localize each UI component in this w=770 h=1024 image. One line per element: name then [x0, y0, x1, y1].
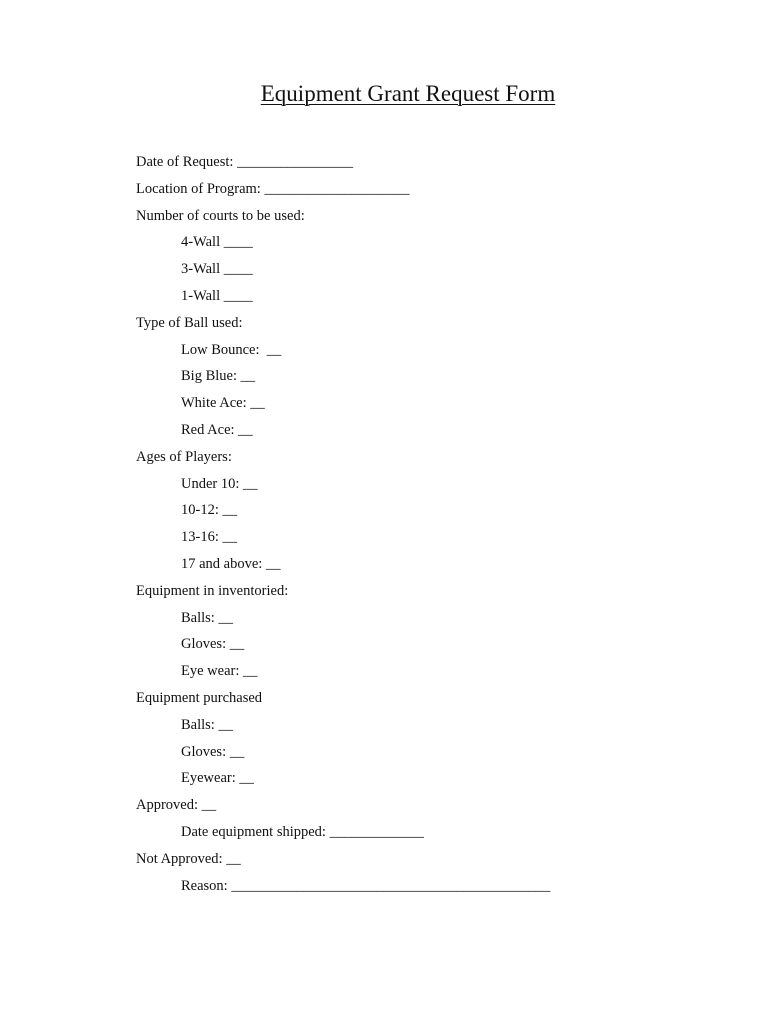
age-17-above-field[interactable]: 17 and above: __ [181, 556, 281, 572]
location-of-program-field[interactable]: Location of Program: ____________________ [136, 181, 410, 197]
inventoried-heading: Equipment in inventoried: [136, 583, 289, 599]
ages-heading: Ages of Players: [136, 449, 232, 465]
ball-big-blue-field[interactable]: Big Blue: __ [181, 368, 256, 384]
form-title: Equipment Grant Request Form [260, 81, 556, 106]
ball-type-heading: Type of Ball used: [136, 315, 243, 331]
court-3-wall-field[interactable]: 3-Wall ____ [181, 261, 253, 277]
approved-field[interactable]: Approved: __ [136, 797, 217, 813]
inventoried-balls-field[interactable]: Balls: __ [181, 610, 233, 626]
purchased-gloves-field[interactable]: Gloves: __ [181, 744, 245, 760]
ball-red-ace-field[interactable]: Red Ace: __ [181, 422, 253, 438]
inventoried-eye-wear-field[interactable]: Eye wear: __ [181, 663, 258, 679]
ball-white-ace-field[interactable]: White Ace: __ [181, 395, 265, 411]
inventoried-gloves-field[interactable]: Gloves: __ [181, 636, 245, 652]
age-under-10-field[interactable]: Under 10: __ [181, 476, 258, 492]
courts-heading: Number of courts to be used: [136, 208, 305, 224]
date-shipped-field[interactable]: Date equipment shipped: _____________ [181, 824, 424, 840]
purchased-balls-field[interactable]: Balls: __ [181, 717, 233, 733]
not-approved-field[interactable]: Not Approved: __ [136, 851, 241, 867]
age-10-12-field[interactable]: 10-12: __ [181, 502, 237, 518]
reason-field[interactable]: Reason: ____________________________________________ [181, 878, 551, 894]
purchased-heading: Equipment purchased [136, 690, 263, 706]
court-1-wall-field[interactable]: 1-Wall ____ [181, 288, 253, 304]
age-13-16-field[interactable]: 13-16: __ [181, 529, 237, 545]
purchased-eyewear-field[interactable]: Eyewear: __ [181, 770, 254, 786]
ball-low-bounce-field[interactable]: Low Bounce: __ [181, 342, 282, 358]
date-of-request-field[interactable]: Date of Request: ________________ [136, 154, 354, 170]
court-4-wall-field[interactable]: 4-Wall ____ [181, 234, 253, 250]
